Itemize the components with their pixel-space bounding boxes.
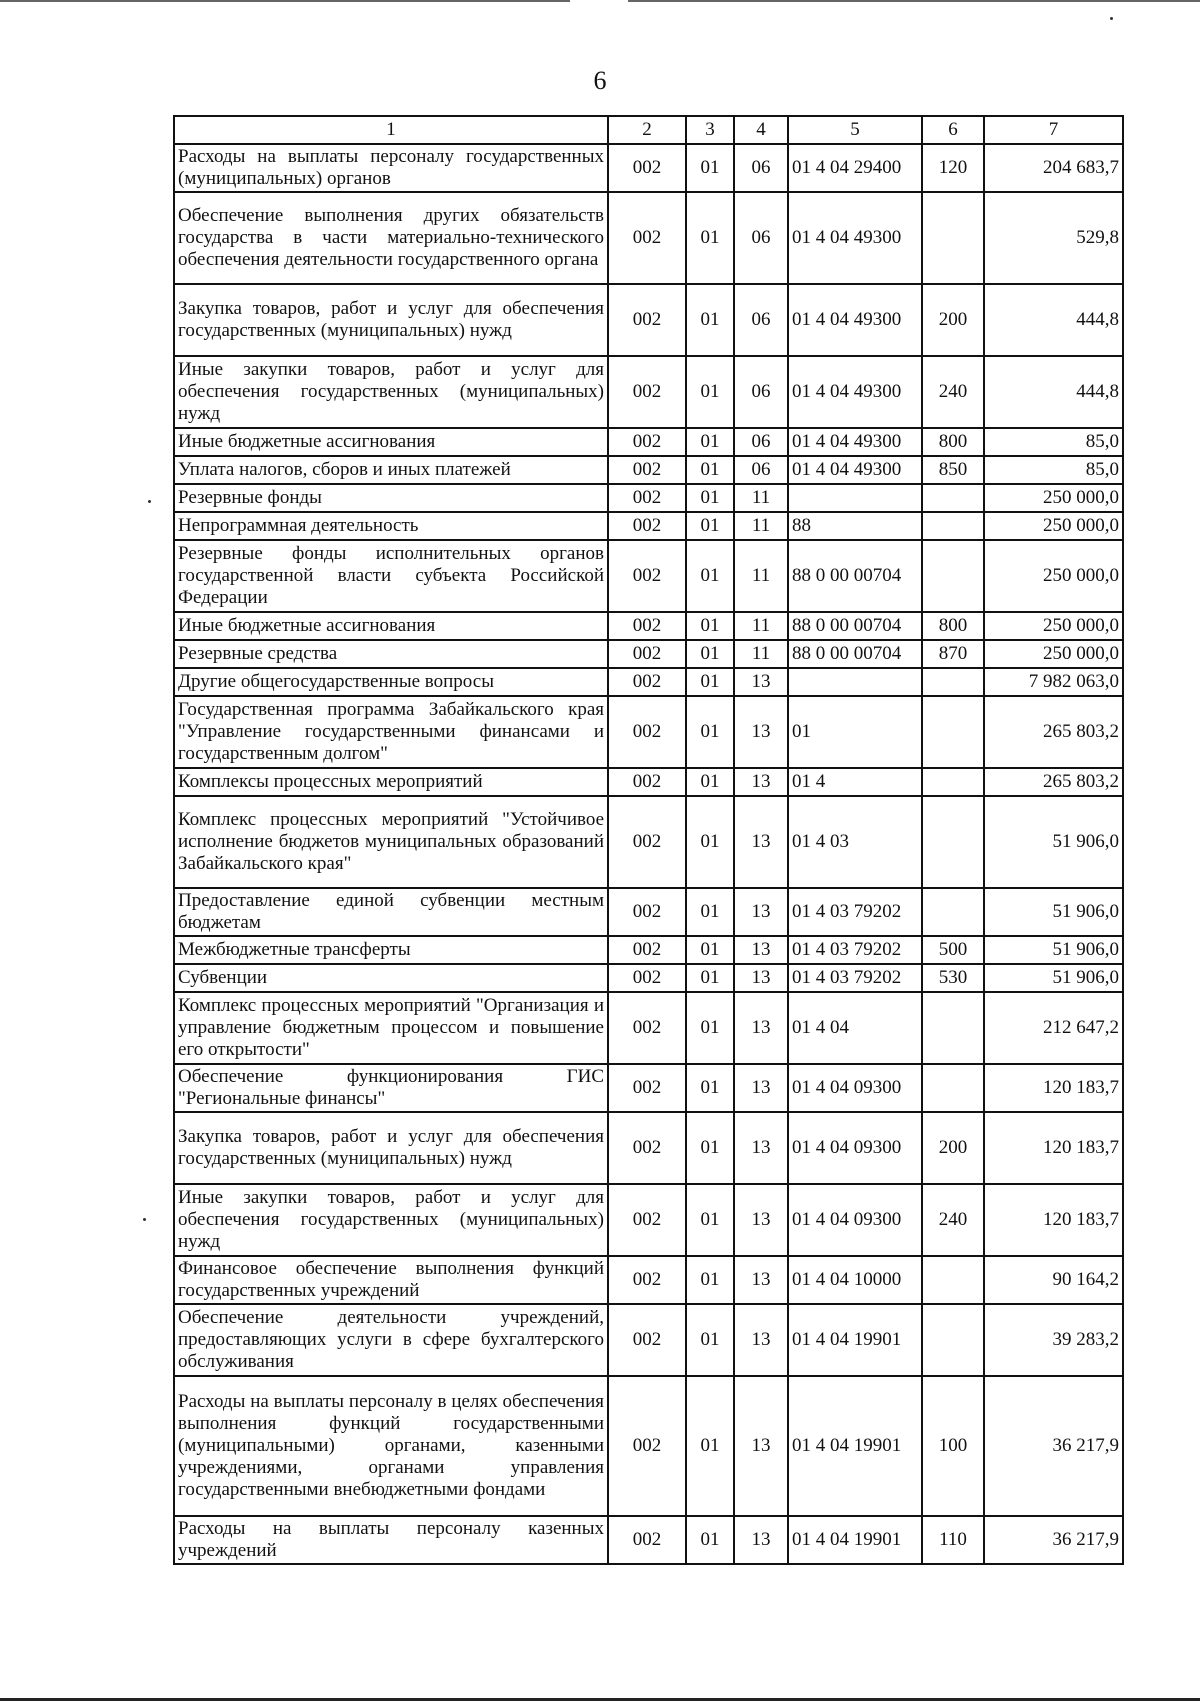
- cell-name: Иные закупки товаров, работ и услуг для обеспечения государственных (муниципальных) нужд: [174, 356, 608, 428]
- cell-vr: [922, 192, 984, 284]
- cell-sec: 01: [686, 964, 734, 992]
- cell-amt: 250 000,0: [984, 640, 1123, 668]
- cell-name: Резервные фонды: [174, 484, 608, 512]
- cell-vr: [922, 696, 984, 768]
- cell-sec: 01: [686, 1304, 734, 1376]
- table-row: [174, 540, 1123, 612]
- table-row: [174, 1256, 1123, 1304]
- cell-name: Иные бюджетные ассигнования: [174, 612, 608, 640]
- header-col-4: 4: [734, 116, 788, 144]
- cell-csr: 88: [788, 512, 922, 540]
- cell-adm: 002: [608, 1304, 686, 1376]
- cell-sec: 01: [686, 992, 734, 1064]
- table-row: [174, 888, 1123, 936]
- cell-vr: [922, 796, 984, 888]
- cell-amt: 85,0: [984, 456, 1123, 484]
- cell-sub: 13: [734, 1256, 788, 1304]
- table-row: [174, 612, 1123, 640]
- cell-amt: 250 000,0: [984, 484, 1123, 512]
- cell-amt: 120 183,7: [984, 1184, 1123, 1256]
- table-row: [174, 512, 1123, 540]
- cell-adm: 002: [608, 1112, 686, 1184]
- cell-csr: 88 0 00 00704: [788, 640, 922, 668]
- cell-name: Финансовое обеспечение выполнения функций государственных учреждений: [174, 1256, 608, 1304]
- cell-name: Закупка товаров, работ и услуг для обеспечения государственных (муниципальных) нужд: [174, 284, 608, 356]
- cell-vr: 240: [922, 1184, 984, 1256]
- cell-csr: 01 4 04 29400: [788, 144, 922, 192]
- cell-name: Расходы на выплаты персоналу казенных учреждений: [174, 1516, 608, 1564]
- cell-name: Резервные фонды исполнительных органов государственной власти субъекта Российской Федерации: [174, 540, 608, 612]
- table-row: [174, 356, 1123, 428]
- cell-sub: 11: [734, 484, 788, 512]
- table-row: [174, 1112, 1123, 1184]
- cell-amt: 265 803,2: [984, 768, 1123, 796]
- cell-vr: 200: [922, 1112, 984, 1184]
- table-row: [174, 796, 1123, 888]
- cell-sub: 11: [734, 540, 788, 612]
- cell-sec: 01: [686, 796, 734, 888]
- cell-sub: 13: [734, 888, 788, 936]
- cell-csr: [788, 668, 922, 696]
- cell-adm: 002: [608, 1184, 686, 1256]
- cell-csr: 01 4 04 49300: [788, 456, 922, 484]
- cell-adm: 002: [608, 964, 686, 992]
- cell-adm: 002: [608, 192, 686, 284]
- cell-name: Уплата налогов, сборов и иных платежей: [174, 456, 608, 484]
- cell-amt: 265 803,2: [984, 696, 1123, 768]
- cell-name: Комплексы процессных мероприятий: [174, 768, 608, 796]
- cell-adm: 002: [608, 612, 686, 640]
- table-row: [174, 768, 1123, 796]
- cell-csr: 01: [788, 696, 922, 768]
- cell-amt: 250 000,0: [984, 612, 1123, 640]
- cell-sub: 13: [734, 1064, 788, 1112]
- cell-name: Межбюджетные трансферты: [174, 936, 608, 964]
- cell-sec: 01: [686, 1376, 734, 1516]
- cell-sub: 06: [734, 144, 788, 192]
- table-row: [174, 936, 1123, 964]
- cell-vr: 200: [922, 284, 984, 356]
- cell-amt: 36 217,9: [984, 1516, 1123, 1564]
- cell-adm: 002: [608, 1516, 686, 1564]
- cell-adm: 002: [608, 992, 686, 1064]
- header-col-6: 6: [922, 116, 984, 144]
- cell-amt: 36 217,9: [984, 1376, 1123, 1516]
- scan-speck: [143, 1218, 146, 1221]
- cell-sec: 01: [686, 1256, 734, 1304]
- cell-csr: 01 4 04 09300: [788, 1112, 922, 1184]
- cell-csr: 01 4 04 19901: [788, 1304, 922, 1376]
- cell-vr: 100: [922, 1376, 984, 1516]
- cell-sub: 06: [734, 428, 788, 456]
- cell-amt: 120 183,7: [984, 1112, 1123, 1184]
- cell-amt: 51 906,0: [984, 936, 1123, 964]
- cell-adm: 002: [608, 936, 686, 964]
- cell-sub: 11: [734, 640, 788, 668]
- header-row: [174, 116, 1123, 144]
- cell-sec: 01: [686, 612, 734, 640]
- cell-amt: 39 283,2: [984, 1304, 1123, 1376]
- cell-name: Субвенции: [174, 964, 608, 992]
- table-row: [174, 1516, 1123, 1564]
- table-row: [174, 192, 1123, 284]
- cell-name: Другие общегосударственные вопросы: [174, 668, 608, 696]
- cell-vr: 530: [922, 964, 984, 992]
- cell-vr: [922, 888, 984, 936]
- cell-vr: [922, 540, 984, 612]
- cell-sec: 01: [686, 144, 734, 192]
- cell-vr: [922, 668, 984, 696]
- cell-name: Иные закупки товаров, работ и услуг для обеспечения государственных (муниципальных) нужд: [174, 1184, 608, 1256]
- cell-csr: 01 4 03: [788, 796, 922, 888]
- cell-amt: 444,8: [984, 356, 1123, 428]
- cell-sec: 01: [686, 1064, 734, 1112]
- table-row: [174, 964, 1123, 992]
- scan-edge-top-right: [628, 0, 1200, 2]
- cell-name: Государственная программа Забайкальского края "Управление государственными финансами и государственным долгом": [174, 696, 608, 768]
- cell-amt: 250 000,0: [984, 512, 1123, 540]
- cell-amt: 51 906,0: [984, 796, 1123, 888]
- cell-sub: 06: [734, 284, 788, 356]
- cell-sub: 06: [734, 456, 788, 484]
- cell-sub: 11: [734, 612, 788, 640]
- cell-sec: 01: [686, 192, 734, 284]
- cell-adm: 002: [608, 456, 686, 484]
- cell-sub: 11: [734, 512, 788, 540]
- page-number: 6: [593, 66, 607, 95]
- table-row: [174, 992, 1123, 1064]
- cell-sec: 01: [686, 284, 734, 356]
- table-row: [174, 484, 1123, 512]
- cell-sec: 01: [686, 668, 734, 696]
- cell-csr: 01 4 04: [788, 992, 922, 1064]
- cell-adm: 002: [608, 640, 686, 668]
- cell-adm: 002: [608, 1064, 686, 1112]
- cell-amt: 120 183,7: [984, 1064, 1123, 1112]
- cell-sub: 06: [734, 356, 788, 428]
- cell-sec: 01: [686, 936, 734, 964]
- cell-sub: 13: [734, 1304, 788, 1376]
- cell-adm: 002: [608, 796, 686, 888]
- cell-vr: 500: [922, 936, 984, 964]
- cell-csr: [788, 484, 922, 512]
- cell-name: Комплекс процессных мероприятий "Устойчивое исполнение бюджетов муниципальных образований Забайкальского края": [174, 796, 608, 888]
- table-row: [174, 1376, 1123, 1516]
- scan-edge-top-left: [0, 0, 570, 2]
- cell-name: Обеспечение функционирования ГИС "Региональные финансы": [174, 1064, 608, 1112]
- cell-sec: 01: [686, 428, 734, 456]
- cell-csr: 01 4 04 19901: [788, 1516, 922, 1564]
- cell-sub: 13: [734, 668, 788, 696]
- cell-sec: 01: [686, 1516, 734, 1564]
- cell-sec: 01: [686, 1184, 734, 1256]
- cell-adm: 002: [608, 1376, 686, 1516]
- cell-sec: 01: [686, 1112, 734, 1184]
- cell-sub: 13: [734, 768, 788, 796]
- cell-amt: 7 982 063,0: [984, 668, 1123, 696]
- cell-sec: 01: [686, 484, 734, 512]
- header-col-2: 2: [608, 116, 686, 144]
- cell-adm: 002: [608, 1256, 686, 1304]
- cell-name: Предоставление единой субвенции местным бюджетам: [174, 888, 608, 936]
- cell-vr: 240: [922, 356, 984, 428]
- cell-csr: 01 4 04 49300: [788, 356, 922, 428]
- cell-vr: [922, 768, 984, 796]
- table-row: [174, 428, 1123, 456]
- cell-amt: 204 683,7: [984, 144, 1123, 192]
- cell-sub: 13: [734, 1184, 788, 1256]
- table-row: [174, 696, 1123, 768]
- cell-vr: [922, 1064, 984, 1112]
- cell-csr: 01 4 04 10000: [788, 1256, 922, 1304]
- cell-name: Комплекс процессных мероприятий "Организация и управление бюджетным процессом и повышение его открытости": [174, 992, 608, 1064]
- cell-sub: 06: [734, 192, 788, 284]
- cell-csr: 01 4 03 79202: [788, 888, 922, 936]
- cell-csr: 01 4 04 19901: [788, 1376, 922, 1516]
- cell-adm: 002: [608, 768, 686, 796]
- cell-csr: 88 0 00 00704: [788, 612, 922, 640]
- cell-adm: 002: [608, 696, 686, 768]
- cell-name: Расходы на выплаты персоналу государственных (муниципальных) органов: [174, 144, 608, 192]
- cell-vr: [922, 1256, 984, 1304]
- cell-vr: 110: [922, 1516, 984, 1564]
- cell-sec: 01: [686, 768, 734, 796]
- cell-amt: 250 000,0: [984, 540, 1123, 612]
- cell-sec: 01: [686, 456, 734, 484]
- cell-sec: 01: [686, 540, 734, 612]
- cell-amt: 212 647,2: [984, 992, 1123, 1064]
- cell-sub: 13: [734, 1112, 788, 1184]
- table-row: [174, 640, 1123, 668]
- scan-speck: [1110, 17, 1113, 20]
- cell-sub: 13: [734, 1516, 788, 1564]
- cell-sub: 13: [734, 796, 788, 888]
- cell-csr: 01 4: [788, 768, 922, 796]
- budget-table: [173, 115, 1124, 1565]
- cell-vr: [922, 1304, 984, 1376]
- cell-amt: 444,8: [984, 284, 1123, 356]
- cell-sub: 13: [734, 964, 788, 992]
- cell-adm: 002: [608, 540, 686, 612]
- cell-vr: 800: [922, 612, 984, 640]
- cell-adm: 002: [608, 888, 686, 936]
- table-row: [174, 456, 1123, 484]
- table-row: [174, 144, 1123, 192]
- cell-vr: 870: [922, 640, 984, 668]
- cell-csr: 01 4 04 49300: [788, 428, 922, 456]
- cell-csr: 01 4 04 09300: [788, 1184, 922, 1256]
- table-row: [174, 1304, 1123, 1376]
- cell-sec: 01: [686, 356, 734, 428]
- cell-amt: 90 164,2: [984, 1256, 1123, 1304]
- header-col-7: 7: [984, 116, 1123, 144]
- cell-adm: 002: [608, 668, 686, 696]
- cell-amt: 85,0: [984, 428, 1123, 456]
- cell-amt: 51 906,0: [984, 888, 1123, 936]
- cell-vr: [922, 512, 984, 540]
- cell-sec: 01: [686, 640, 734, 668]
- cell-sec: 01: [686, 512, 734, 540]
- cell-adm: 002: [608, 284, 686, 356]
- cell-vr: 850: [922, 456, 984, 484]
- table-row: [174, 1064, 1123, 1112]
- cell-csr: 01 4 03 79202: [788, 964, 922, 992]
- cell-name: Непрограммная деятельность: [174, 512, 608, 540]
- header-col-3: 3: [686, 116, 734, 144]
- cell-csr: 01 4 04 49300: [788, 192, 922, 284]
- table-body: [174, 144, 1123, 1564]
- cell-amt: 529,8: [984, 192, 1123, 284]
- cell-name: Резервные средства: [174, 640, 608, 668]
- cell-vr: [922, 992, 984, 1064]
- cell-sec: 01: [686, 888, 734, 936]
- cell-name: Обеспечение выполнения других обязательств государства в части материально-технического обеспечения деятельности государственного органа: [174, 192, 608, 284]
- cell-csr: 01 4 03 79202: [788, 936, 922, 964]
- header-col-5: 5: [788, 116, 922, 144]
- cell-adm: 002: [608, 512, 686, 540]
- cell-adm: 002: [608, 484, 686, 512]
- cell-adm: 002: [608, 356, 686, 428]
- table-row: [174, 284, 1123, 356]
- cell-adm: 002: [608, 144, 686, 192]
- cell-name: Обеспечение деятельности учреждений, предоставляющих услуги в сфере бухгалтерского обслуживания: [174, 1304, 608, 1376]
- cell-amt: 51 906,0: [984, 964, 1123, 992]
- header-col-1: 1: [174, 116, 608, 144]
- cell-vr: 120: [922, 144, 984, 192]
- cell-csr: 01 4 04 49300: [788, 284, 922, 356]
- cell-csr: 01 4 04 09300: [788, 1064, 922, 1112]
- scan-speck: [148, 500, 151, 503]
- cell-name: Иные бюджетные ассигнования: [174, 428, 608, 456]
- cell-sub: 13: [734, 696, 788, 768]
- cell-sub: 13: [734, 1376, 788, 1516]
- table-row: [174, 1184, 1123, 1256]
- cell-name: Закупка товаров, работ и услуг для обеспечения государственных (муниципальных) нужд: [174, 1112, 608, 1184]
- cell-name: Расходы на выплаты персоналу в целях обеспечения выполнения функций государственными (муниципальными) органами, казенными учреждениями, органами управления государственными внебюджетными фондами: [174, 1376, 608, 1516]
- scan-edge-bottom: [0, 1698, 1200, 1701]
- cell-vr: 800: [922, 428, 984, 456]
- cell-csr: 88 0 00 00704: [788, 540, 922, 612]
- cell-adm: 002: [608, 428, 686, 456]
- cell-sub: 13: [734, 992, 788, 1064]
- cell-sub: 13: [734, 936, 788, 964]
- cell-sec: 01: [686, 696, 734, 768]
- cell-vr: [922, 484, 984, 512]
- table-row: [174, 668, 1123, 696]
